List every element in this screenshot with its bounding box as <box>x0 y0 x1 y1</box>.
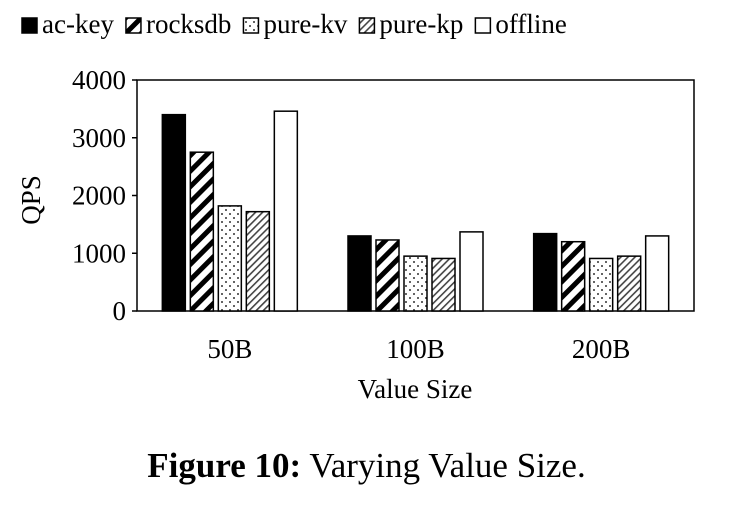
caption-label: Figure 10: <box>147 446 302 485</box>
y-tick-label: 1000 <box>72 238 126 269</box>
y-tick-label: 3000 <box>72 122 126 153</box>
legend-label: pure-kp <box>379 9 464 39</box>
legend-swatch <box>22 18 37 33</box>
legend <box>22 9 567 39</box>
bar-pure-kv-50B <box>218 206 241 311</box>
bar-offline-100B <box>460 232 483 311</box>
bar-rocksdb-50B <box>190 152 213 311</box>
legend-label: pure-kv <box>263 9 348 39</box>
legend-swatch <box>126 18 141 33</box>
x-axis <box>207 334 630 364</box>
bar-pure-kv-200B <box>590 258 613 311</box>
legend-swatch <box>359 18 374 33</box>
bar-rocksdb-100B <box>376 240 399 311</box>
bar-pure-kp-100B <box>432 258 455 311</box>
bar-offline-200B <box>646 236 669 311</box>
bars <box>162 111 668 311</box>
y-tick-label: 4000 <box>72 65 126 95</box>
legend-item-rocksdb <box>126 9 231 39</box>
y-tick-label: 2000 <box>72 180 126 211</box>
bar-pure-kp-50B <box>246 212 269 311</box>
legend-swatch <box>475 18 490 33</box>
legend-label: rocksdb <box>145 9 232 39</box>
figure-caption <box>0 446 733 486</box>
legend-label: offline <box>495 9 567 39</box>
bar-rocksdb-200B <box>562 242 585 311</box>
bar-ac-key-100B <box>348 236 371 311</box>
x-tick-label: 100B <box>386 334 445 364</box>
legend-item-ac-key <box>22 9 114 39</box>
x-tick-label: 200B <box>571 334 631 364</box>
bar-ac-key-50B <box>162 115 185 311</box>
bar-offline-50B <box>274 111 297 311</box>
y-axis-label: QPS <box>16 175 46 225</box>
y-tick-label: 0 <box>112 296 126 326</box>
legend-item-pure-kp <box>359 9 463 39</box>
legend-item-offline <box>475 9 566 39</box>
bar-ac-key-200B <box>534 234 557 311</box>
legend-swatch <box>243 18 258 33</box>
bar-pure-kv-100B <box>404 256 427 311</box>
x-axis-label: Value Size <box>357 374 473 404</box>
x-tick-label: 50B <box>207 334 253 364</box>
bar-pure-kp-200B <box>618 256 641 311</box>
caption-text: Varying Value Size. <box>309 446 586 485</box>
legend-label: ac-key <box>42 9 114 39</box>
legend-item-pure-kv <box>243 9 347 39</box>
